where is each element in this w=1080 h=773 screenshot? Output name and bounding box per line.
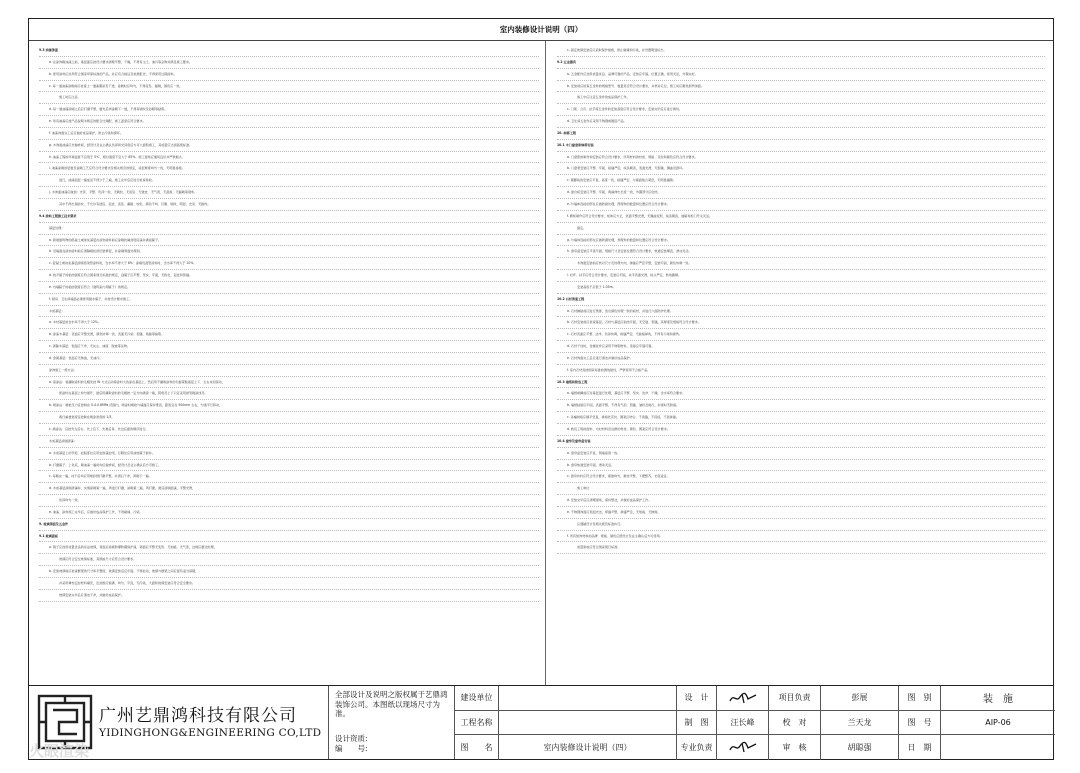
spec-line: d. 木质基层涂刷清漆时，实施涂刷第一遍，再进行打磨，涂刷第二遍，再打磨，最后涂刷面漆，平整光滑， bbox=[39, 483, 539, 495]
project-value bbox=[499, 711, 677, 735]
tb-row-1 bbox=[455, 686, 1055, 711]
spec-line: d. 卫生间五金件应采用不锈钢或镀铬产品。 bbox=[557, 116, 1045, 128]
spec-line: 并采用弹性密封材料填充，密封胶应饱满、均匀、平直，无污染，大面积玻璃安装应符合安全要求。 bbox=[39, 578, 539, 590]
watermark: 火眼渲染 bbox=[29, 742, 90, 760]
spec-line: b. 安装玻璃前应检查框架的尺寸和平整度，玻璃安装后应牢固，不得松动，玻璃与框架之间应留有适当间隙， bbox=[39, 566, 539, 578]
qualification-label: 设计资质: bbox=[335, 734, 368, 743]
spec-line: 施工单位 bbox=[557, 483, 1045, 495]
spec-line: e. 内墙腻子的粘结强度应符合《建筑室内用腻子》的规定。 bbox=[39, 282, 539, 294]
spec-line: 质量验收应符合国家现行标准。 bbox=[557, 542, 1045, 554]
spec-line: b. 墙纸粘贴应牢固，表面平整，不得有气泡、裂缝、皱折及斑污，斜视时无胶痕。 bbox=[557, 400, 1045, 412]
spec-line: c. 每一道油漆涂刷前应检查上一道漆膜是否干透，涂刷时应均匀，不得流坠、漏刷，颜色应一致。 bbox=[39, 81, 539, 93]
date-label: 日 期 bbox=[899, 735, 941, 760]
spec-line: b. 使用涂料应选用符合国家环保标准的产品，并应有合格证及检测报告，不得使用过期涂料。 bbox=[39, 69, 539, 81]
spec-line: d. 每一道油漆涂刷之后应打磨平整，磨光后再涂刷下一道，不得有刷纹及砂眼等缺陷。 bbox=[39, 104, 539, 116]
spec-line: 9.2 五金器具 bbox=[557, 57, 1045, 69]
spec-line: 10. 细部工程 bbox=[557, 128, 1045, 140]
spec-line: b. 门窗套安装应平整、牢固，接缝严密，线条顺直，表面光滑，无裂缝、翘曲及损坏。 bbox=[557, 163, 1045, 175]
drawing-sheet bbox=[28, 18, 1054, 760]
proj-lead-value: 彭展 bbox=[821, 686, 899, 710]
company-name-cn: 广州艺鼎鸿科技有限公司 bbox=[99, 706, 297, 726]
spec-line: b. 涂漆木基层：表面应平整光滑，颜色协调一致，表面无污染、裂缝、残缺等缺陷。 bbox=[39, 329, 539, 341]
spec-line: 其中不得出现砂纹、不允许有透底、起皮、流坠、漏刷、咬色、颜色不均、钉眼、刷纹、明显、光亮、无刷纹。 bbox=[39, 199, 539, 211]
spec-line: c. 各幅拼接应横平竖直，拼接处花纹、图案应吻合，不离缝，不搭接，不显拼缝。 bbox=[557, 412, 1045, 424]
review-label: 审 核 bbox=[769, 735, 821, 760]
spec-line: 应遵循设计及相关规范标准执行。 bbox=[557, 519, 1045, 531]
spec-line: a. 在涂饰刷油漆之前，基层面应按设计要求清理平整、干燥，不得有尘土、油污等杂物并满足施工要求。 bbox=[39, 57, 539, 69]
drafter-value: 汪长峰 bbox=[717, 711, 769, 735]
design-label: 设 计 bbox=[677, 686, 717, 710]
spec-line: 木质基层： bbox=[39, 306, 539, 318]
prof-lead-label: 专业负责 bbox=[677, 735, 717, 760]
spec-line: 固定。 bbox=[557, 223, 1045, 235]
spec-line: c. 踢脚线的安装应平直，高度一致，接缝严密，与墙面贴合紧密，无明显缝隙。 bbox=[557, 175, 1045, 187]
reviewer-value: 胡聪强 bbox=[821, 735, 899, 760]
drafting-label: 制 图 bbox=[677, 711, 717, 735]
spec-line: d. 窗台板安装应平整、牢固，两端伸出长度一致，外露部分应刨光。 bbox=[557, 187, 1045, 199]
notes-area bbox=[329, 686, 455, 759]
spec-line: 9.1 玻璃面板 bbox=[39, 531, 539, 543]
project-label: 工程名称 bbox=[455, 711, 499, 735]
spec-line: 10.4 窗帘及窗帘盒安装 bbox=[557, 436, 1045, 448]
spec-line: a. 墙纸裱糊前应对基层进行处理，基层应平整、坚实、洁净、干燥，含水率符合要求。 bbox=[557, 388, 1045, 400]
spec-line: 涂饰施工一般方法： bbox=[39, 365, 539, 377]
left-text-column bbox=[39, 45, 539, 685]
spec-line: c. 混凝土或抹灰基层涂刷溶剂型涂料时，含水率不得大于 8%；涂刷乳液型涂料时，含水率不得大于 10%。 bbox=[39, 258, 539, 270]
spec-line: a. 窗帘盒安装应平直，两端高度一致。 bbox=[557, 448, 1045, 460]
spec-line: b. 石材安装前应检查基层，石材与基层应粘结牢固，无空鼓、裂缝，其厚度及规格符合设计要求。 bbox=[557, 317, 1045, 329]
company-logo-area bbox=[29, 686, 329, 759]
company-name-en: YIDINGHONG&ENGINEERING CO,LTD bbox=[99, 727, 322, 739]
signature-icon bbox=[728, 691, 758, 705]
spec-line: e. 油漆、涂料施工完毕后，应做好成品保护工作，不得碰撞、污染。 bbox=[39, 507, 539, 519]
prof-lead-signature bbox=[717, 735, 769, 760]
number-label: 编 号: bbox=[335, 744, 368, 753]
spec-line: d. 安装完毕后应清理现场，保持整洁，并做好成品保护工作。 bbox=[557, 495, 1045, 507]
spec-line: a. 木质基层上的节疤、松脂部位应用虫胶漆封闭，钉眼处应用油性腻子嵌补。 bbox=[39, 448, 539, 460]
spec-line: i. 栏杆、扶手应符合设计要求，安装应牢固，扶手表面光滑，接头严密，转角圆顺。 bbox=[557, 270, 1045, 282]
spec-line: 10.3 墙纸和软包工程 bbox=[557, 377, 1045, 389]
spec-line: b. 窗帘轨道安装牢固，滑动灵活。 bbox=[557, 460, 1045, 472]
spec-line: h. 油漆工程的环境温度不宜低于 5℃，相对湿度不宜大于 85%。施工现场应通风良好并严禁烟火。 bbox=[39, 152, 539, 164]
spec-line: c. 刷涂法：宜按先左后右、先上后下、先难后易、先边后面的顺序进行。 bbox=[39, 424, 539, 436]
spec-line: 安装高度不应低于 1.05m。 bbox=[557, 282, 1045, 294]
spec-line: b. 安装前应检查五金件的规格型号、数量是否符合设计要求，并核对孔位，施工时应避免损伤饰面。 bbox=[557, 81, 1045, 93]
spec-line: f. 厨房、卫生间墙面必须使用耐水腻子，并按设计要求施工。 bbox=[39, 294, 539, 306]
drawing-no-label: 图 号 bbox=[899, 711, 941, 735]
title-block bbox=[29, 685, 1053, 759]
spec-line: j. 木饰面油漆应做到：光亮、平整、色泽一致，无刷纹、无流坠、无皱皮、无气泡、无起粒、无漏刷等现象。 bbox=[39, 187, 539, 199]
spec-line: a. 门窗套的制作和安装应符合设计要求，所用材料的材质、规格、花纹和颜色应符合设计要求。 bbox=[557, 152, 1045, 164]
spec-line: b. 旧墙面在涂饰涂料前应清除疏松的旧装修层，并涂刷界面处理剂。 bbox=[39, 246, 539, 258]
spec-line: g. 与墙体连接的部位应做防腐处理，预埋件的数量和位置应符合设计要求。 bbox=[557, 235, 1045, 247]
date-value bbox=[941, 735, 1055, 760]
client-label: 建设单位 bbox=[455, 686, 499, 710]
spec-line: a. 新建建筑物的混凝土或抹灰基层在涂饰涂料前应涂刷抗碱封闭底漆并满刮腻子。 bbox=[39, 235, 539, 247]
spec-line: 木质基层涂刷清漆： bbox=[39, 436, 539, 448]
copyright-note: 全部设计及说明之版权属于艺鼎鸿装饰公司。本图纸以现场尺寸为准。 bbox=[335, 690, 448, 718]
spec-line: b. 喷涂法：喷枪压力宜控制在 0.4-0.8MPa 范围内，喷涂时喷枪与墙面应保持垂直，距离宜在 500mm 左右，匀速平行移动， bbox=[39, 400, 539, 412]
spec-line: 玻璃应符合安全玻璃标准，其规格尺寸应符合设计要求。 bbox=[39, 554, 539, 566]
spec-line: c. 固定玻璃安装后应采取保护措施，防止碰撞和污染，并设置明显标志。 bbox=[557, 45, 1045, 57]
spec-line: a. 镜子应选用质量优良的浮法玻璃，背面应涂刷防潮防霉保护漆，镜面应平整无变形、无划痕、无气泡，边缘应磨边处理。 bbox=[39, 542, 539, 554]
spec-line: 施工中应注意五金件的成品保护工作。 bbox=[557, 92, 1045, 104]
spec-line: 基层处理： bbox=[39, 223, 539, 235]
spec-line: e. 所有油漆应按产品说明书规定的配合比调配，施工温度应符合要求。 bbox=[39, 116, 539, 128]
spec-line: d. 找平腻子的粘结强度应符合国家现行标准的规定，刮腻子应平整、坚实、牢固，无粉化、起皮和裂缝。 bbox=[39, 270, 539, 282]
spec-line: a. 滚涂法：将蘸取涂料的毛辊先按 W 方式运动将涂料大致涂在基层上，然后用不蘸取涂料的毛辊紧贴基层上下、左右来回滚动， bbox=[39, 377, 539, 389]
spec-line: d. 软包工程的面料、内衬材料及边框的材质、颜色、图案应符合设计要求。 bbox=[557, 424, 1045, 436]
spec-line: b. 打磨腻子、上色底、刷油漆一遍时均应做样板，经设计及业主确认后方可施工。 bbox=[39, 460, 539, 472]
spec-line: 9. 玻璃饰面及五金件 bbox=[39, 519, 539, 531]
spec-line: c. 每刷完一遍，待干后均应用细砂纸打磨平整，并清扫干净，再刷下一遍。 bbox=[39, 471, 539, 483]
spec-line: 进行，油漆面层一遍成活不得少于三遍，施工完毕后应进行检查验收。 bbox=[39, 175, 539, 187]
spec-line: 两行重叠宽度宜控制在喷涂宽度的 1/3。 bbox=[39, 412, 539, 424]
tb-row-3 bbox=[455, 735, 1055, 760]
spec-line: 使涂料在基层上均匀展开，最后用蘸取涂料的毛辊按一定方向满滚一遍，阴角及上下口宜采用排笔刷涂找齐。 bbox=[39, 388, 539, 400]
drawing-name-label: 图 名 bbox=[455, 735, 499, 760]
designer-signature bbox=[717, 686, 769, 710]
spec-line: c. 石材表面应平整、洁净，色泽协调，拼缝严密，无缺棱掉角，不得有污染和损伤。 bbox=[557, 329, 1045, 341]
column-divider bbox=[545, 41, 546, 686]
drawing-no-value: AIP-06 bbox=[985, 717, 1011, 727]
spec-line: g. 木饰面油漆应先做样板，经设计及业主确认色泽和光泽度后方可大面积施工，其质量应达到高级标准。 bbox=[39, 140, 539, 152]
spec-line: 木饰面安装前应核对尺寸及纹理方向，拼缝应严密平整，安装牢固，颜色协调一致。 bbox=[557, 258, 1045, 270]
proofread-label: 校 对 bbox=[769, 711, 821, 735]
spec-line: c. 清除木基层：表面应干净，无灰尘、油渍、胶迹等杂物。 bbox=[39, 341, 539, 353]
spec-line: a. 木材基层的含水率不得大于 12%。 bbox=[39, 317, 539, 329]
tb-row-2 bbox=[455, 711, 1055, 736]
signature-icon bbox=[728, 740, 758, 754]
spec-line: c. 门锁、合页、拉手等五金件的安装高度应符合设计要求，安装完毕后应进行调试。 bbox=[557, 104, 1045, 116]
spec-line: 10.1 木门窗套和细部安装 bbox=[557, 140, 1045, 152]
category-label: 图 别 bbox=[899, 686, 941, 710]
proj-lead-label: 项目负责 bbox=[769, 686, 821, 710]
spec-line: e. 不锈钢饰面应表面光洁，焊缝平整，拼缝严密，无划痕、无锈斑。 bbox=[557, 507, 1045, 519]
spec-line: c. 窗帘布料应符合设计要求，褶皱均匀，悬挂平整，下摆整齐，长度适宜。 bbox=[557, 471, 1045, 483]
spec-line: e. 与墙体连接的部位应做防腐处理，预埋件的数量和位置应符合设计要求。 bbox=[557, 199, 1045, 211]
spec-line: e. 石材饰面完工后应进行清洁并做好成品保护。 bbox=[557, 353, 1045, 365]
spec-line: f. 油漆饰面完工后应做好成品保护，防止污染和损坏。 bbox=[39, 128, 539, 140]
sheet-title: 室内装修设计说明（四） bbox=[29, 19, 1053, 41]
drawing-name-value: 室内装修设计说明（四） bbox=[499, 735, 677, 760]
spec-line: f. 室内石材需按国家标准检测放射性，严禁使用不合格产品。 bbox=[557, 365, 1045, 377]
proofreader-value: 兰天龙 bbox=[821, 711, 899, 735]
spec-line: i. 油漆涂刷的层数及涂刷工艺应符合设计要求及相关规范的规定，涂层厚度均匀一致，无明显接槎。 bbox=[39, 163, 539, 175]
title-block-grid bbox=[455, 686, 1055, 759]
client-value bbox=[499, 686, 677, 710]
spec-line: 9.4 涂料工程施工技术要求 bbox=[39, 211, 539, 223]
spec-line: 施工时应注意。 bbox=[39, 92, 539, 104]
spec-line: 10.2 石材饰面工程 bbox=[557, 294, 1045, 306]
spec-line: 色泽均匀一致。 bbox=[39, 495, 539, 507]
spec-line: d. 金属基层：表面应无锈迹，无油污。 bbox=[39, 353, 539, 365]
spec-line: f. 橱柜制作应符合设计要求，柜体应方正，表面平整光滑，无翘曲变形，线条顺直，抽屉和柜门开关灵活。 bbox=[557, 211, 1045, 223]
spec-line: 9.3 油漆饰面 bbox=[39, 45, 539, 57]
spec-line: d. 石材干挂时，金属挂件应采用不锈钢材料，连接应牢固可靠。 bbox=[557, 341, 1045, 353]
spec-line: a. 五金配件应选用质量优良、品牌可靠的产品，安装应牢固，位置正确，使用灵活，外观完好。 bbox=[557, 69, 1045, 81]
spec-line: f. 所有装饰材料的品牌、规格、颜色应经设计及业主确认后方可使用。 bbox=[557, 531, 1045, 543]
spec-line: h. 窗帘盒安装应平直牢固，规格尺寸及安装位置符合设计要求，轨道安装顺直，滑动灵活。 bbox=[557, 246, 1045, 258]
category-value: 装 施 bbox=[983, 694, 1013, 706]
spec-line: a. 石材铺贴前应进行预排，选出颜色纹理一致的板材，并进行六面防护处理。 bbox=[557, 306, 1045, 318]
spec-line: 玻璃安装完毕后应清洁干净，并做好成品保护。 bbox=[39, 590, 539, 602]
right-text-column bbox=[557, 45, 1045, 685]
